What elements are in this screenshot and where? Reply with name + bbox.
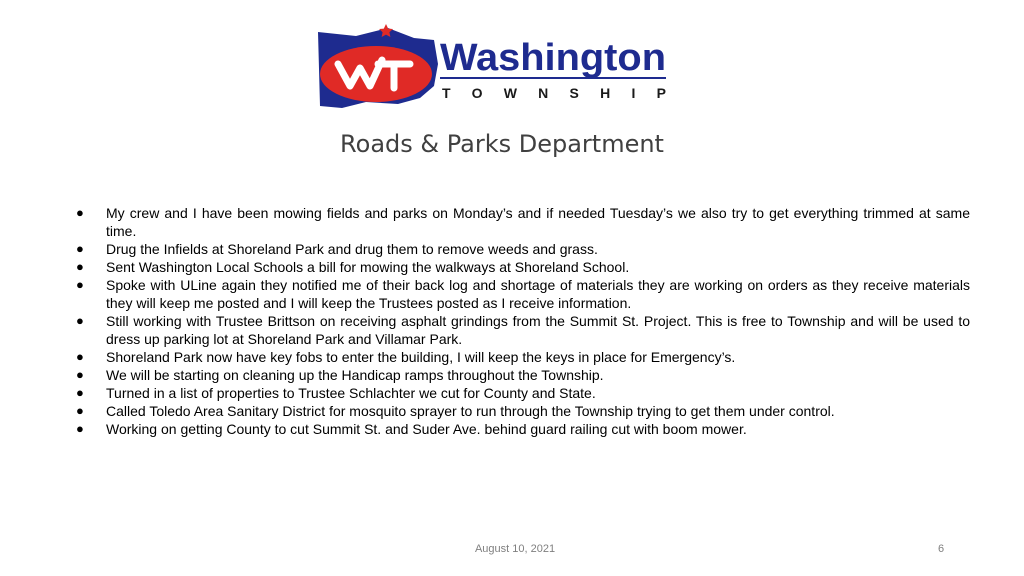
list-item: [70, 384, 970, 402]
footer-date: August 10, 2021: [474, 543, 556, 555]
logo-name-line2: TOWNSHIP: [442, 85, 666, 101]
list-item: [70, 366, 970, 384]
bullet-icon: ●: [76, 259, 84, 274]
bullet-icon: ●: [76, 367, 84, 382]
bullet-icon: ●: [76, 205, 84, 220]
list-item: [70, 258, 970, 276]
list-item-text: Drug the Infields at Shoreland Park and drug them to remove weeds and grass.: [106, 241, 598, 257]
list-item-text: We will be starting on cleaning up the Handicap ramps throughout the Township.: [106, 367, 604, 383]
bullet-list: [70, 204, 970, 438]
list-item: [70, 348, 970, 366]
logo-name-line1: Washington: [440, 37, 666, 79]
list-item: [70, 276, 970, 312]
bullet-icon: ●: [76, 277, 84, 292]
bullet-icon: ●: [76, 403, 84, 418]
list-item-text: Still working with Trustee Brittson on receiving asphalt grindings from the Summit St. Project. This is free to Township and will be used to dress up parking lot at Shoreland Park and Villamar Park.: [106, 313, 970, 347]
list-item: [70, 402, 970, 420]
list-item: [70, 204, 970, 240]
list-item-text: Shoreland Park now have key fobs to enter the building, I will keep the keys in place for Emergency’s.: [106, 349, 736, 365]
bullet-icon: ●: [76, 349, 84, 364]
bullet-icon: ●: [76, 241, 84, 256]
bullet-icon: ●: [76, 385, 84, 400]
list-item: [70, 420, 970, 438]
list-item: [70, 240, 970, 258]
list-item: [70, 312, 970, 348]
bullet-icon: ●: [76, 313, 84, 328]
page-number: 6: [938, 543, 945, 555]
list-item-text: Working on getting County to cut Summit St. and Suder Ave. behind guard railing cut with boom mower.: [106, 421, 747, 437]
list-item-text: Spoke with ULine again they notified me of their back log and shortage of materials they are working on orders as they receive materials they will keep me posted and I will keep the Trustees posted as I receive information.: [106, 277, 970, 311]
list-item-text: Called Toledo Area Sanitary District for mosquito sprayer to run through the Township trying to get them under control.: [106, 403, 835, 419]
slide-title: Roads & Parks Department: [340, 130, 664, 158]
list-item-text: Turned in a list of properties to Trustee Schlachter we cut for County and State.: [106, 385, 596, 401]
list-item-text: Sent Washington Local Schools a bill for mowing the walkways at Shoreland School.: [106, 259, 630, 275]
township-logo: [316, 24, 672, 110]
bullet-icon: ●: [76, 421, 84, 436]
list-item-text: My crew and I have been mowing fields and parks on Monday’s and if needed Tuesday’s we also try to get everything trimmed at same time.: [106, 205, 970, 239]
